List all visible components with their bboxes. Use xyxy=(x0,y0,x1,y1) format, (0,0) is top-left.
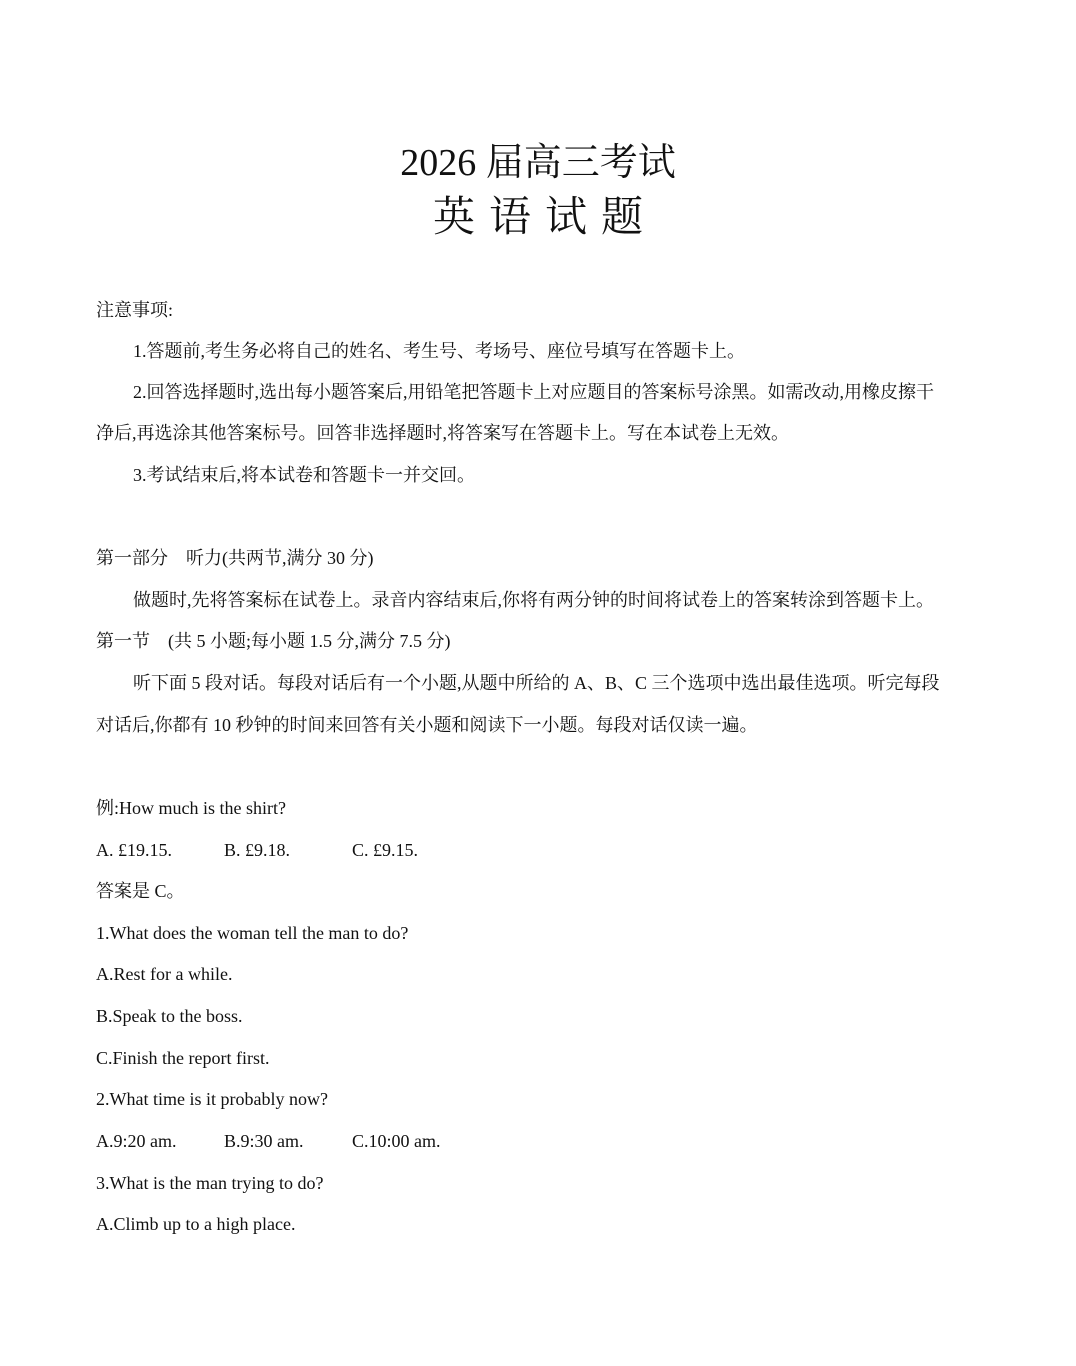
part1-instruction: 做题时,先将答案标在试卷上。录音内容结束后,你将有两分钟的时间将试卷上的答案转涂到答题卡上。 xyxy=(133,590,934,610)
example-answer: 答案是 C。 xyxy=(96,881,185,901)
part1-heading: 第一部分 听力(共两节,满分 30 分) xyxy=(96,548,374,568)
question-2-option-c: C.10:00 am. xyxy=(352,1131,441,1151)
exam-title: 2026 届高三考试 xyxy=(400,142,676,184)
question-2-option-b: B.9:30 am. xyxy=(224,1131,304,1151)
question-3-option-a: A.Climb up to a high place. xyxy=(96,1214,296,1234)
question-2: 2.What time is it probably now? xyxy=(96,1089,328,1109)
section1-instruction-line1: 听下面 5 段对话。每段对话后有一个小题,从题中所给的 A、B、C 三个选项中选出最佳选项。听完每段 xyxy=(133,673,940,693)
example-option-b: B. £9.18. xyxy=(224,840,291,860)
question-1: 1.What does the woman tell the man to do? xyxy=(96,923,409,943)
example-option-a: A. £19.15. xyxy=(96,840,172,860)
example-question: 例:How much is the shirt? xyxy=(96,798,286,818)
question-3: 3.What is the man trying to do? xyxy=(96,1173,324,1193)
example-option-c: C. £9.15. xyxy=(352,840,419,860)
notice-heading: 注意事项: xyxy=(96,300,174,320)
notice-item-2-cont: 净后,再选涂其他答案标号。回答非选择题时,将答案写在答题卡上。写在本试卷上无效。 xyxy=(96,423,789,443)
question-1-option-b: B.Speak to the boss. xyxy=(96,1006,243,1026)
notice-item-1: 1.答题前,考生务必将自己的姓名、考生号、考场号、座位号填写在答题卡上。 xyxy=(133,341,745,361)
question-1-option-a: A.Rest for a while. xyxy=(96,964,233,984)
question-2-option-a: A.9:20 am. xyxy=(96,1131,177,1151)
question-1-option-c: C.Finish the report first. xyxy=(96,1048,270,1068)
notice-item-2: 2.回答选择题时,选出每小题答案后,用铅笔把答题卡上对应题目的答案标号涂黑。如需改动,用橡皮擦干 xyxy=(133,382,934,402)
section1-instruction-line2: 对话后,你都有 10 秒钟的时间来回答有关小题和阅读下一小题。每段对话仅读一遍。 xyxy=(96,715,758,735)
notice-item-3: 3.考试结束后,将本试卷和答题卡一并交回。 xyxy=(133,465,475,485)
section1-heading: 第一节 (共 5 小题;每小题 1.5 分,满分 7.5 分) xyxy=(96,631,451,651)
subject-title: 英语试题 xyxy=(432,195,657,241)
